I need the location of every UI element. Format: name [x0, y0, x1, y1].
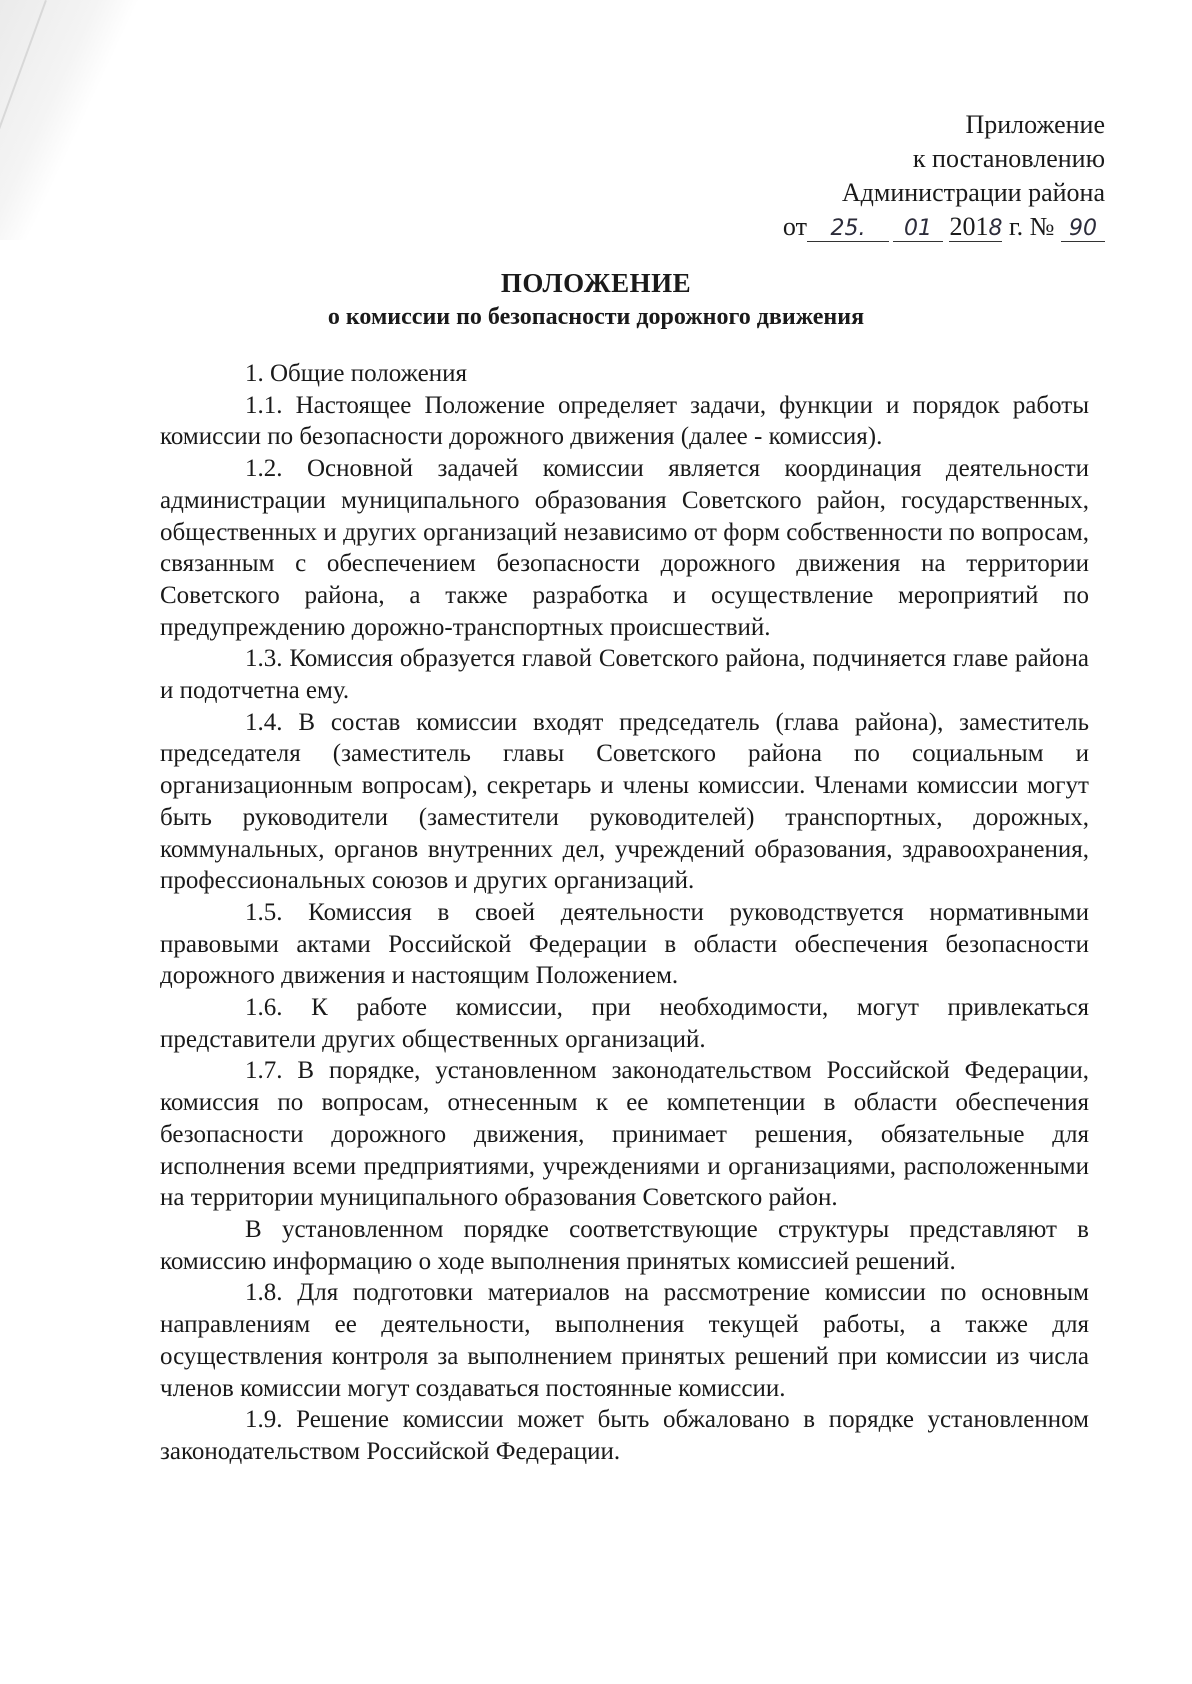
scan-edge-shadow [0, 0, 140, 240]
to-resolution-label: к постановлению [912, 144, 1105, 173]
administration-label: Администрации района [841, 178, 1105, 207]
handwritten-year-digit: 8 [988, 216, 1003, 241]
paragraph-1-3: 1.3. Комиссия образуется главой Советского района, подчиняется главе района и подотчетна ему. [160, 645, 1089, 705]
year-field [949, 212, 1002, 242]
document-body [160, 358, 1089, 1468]
paragraph-1-1: 1.1. Настоящее Положение определяет задачи, функции и порядок работы комиссии по безопасности дорожного движения (далее - комиссия). [160, 391, 1089, 451]
date-prefix: от [782, 212, 807, 241]
handwritten-day: 25. [807, 217, 889, 242]
document-title: ПОЛОЖЕНИЕ [500, 268, 692, 298]
paragraph-1-7: 1.7. В порядке, установленном законодательством Российской Федерации, комиссия по вопросам, отнесенным к ее компетенции в области обеспечения безопасности дорожного движения, принимает решения, обязательные для исполнения всеми предприятиями, учреждениями и организациями, расположенными на территории муниципального образования Советского район. [160, 1057, 1089, 1212]
paragraph-1-9: 1.9. Решение комиссии может быть обжаловано в порядке установленном законодательством Российской Федерации. [160, 1406, 1089, 1465]
handwritten-month: 01 [893, 217, 943, 242]
handwritten-number: 90 [1061, 217, 1105, 242]
year-prefix: 201 [949, 212, 989, 241]
paragraph-1-7-continued: В установленном порядке соответствующие структуры представляют в комиссию информацию о ходе выполнения принятых комиссией решений. [160, 1215, 1089, 1275]
paragraph-1-2: 1.2. Основной задачей комиссии является координация деятельности администрации муниципального образования Советского район, государственных, общественных и других организаций независимо от форм собственности по вопросам, связанным с обеспечением безопасности дорожного движения на территории Советского района, а также разработка и осуществление мероприятий по предупреждению дорожно-транспортных происшествий. [160, 455, 1089, 641]
appendix-label: Приложение [965, 110, 1105, 139]
year-suffix: г. № [1008, 212, 1055, 241]
resolution-date-line [685, 210, 1105, 244]
section-heading: 1. Общие положения [245, 360, 467, 387]
paragraph-1-5: 1.5. Комиссия в своей деятельности руководствуется нормативными правовыми актами Российской Федерации в области обеспечения безопасности дорожного движения и настоящим Положением. [160, 898, 1089, 990]
paragraph-1-6: 1.6. К работе комиссии, при необходимости, могут привлекаться представители других общественных организаций. [160, 994, 1089, 1053]
appendix-header [685, 108, 1105, 244]
paragraph-1-4: 1.4. В состав комиссии входят председатель (глава района), заместитель председателя (заместитель главы Советского района по социальным и организационным вопросам), секретарь и члены комиссии. Членами комиссии могут быть руководители (заместители руководителей) транспортных, дорожных, коммунальных, органов внутренних дел, учреждений образования, здравоохранения, профессиональных союзов и других организаций. [160, 708, 1089, 895]
document-subtitle: о комиссии по безопасности дорожного движения [327, 304, 865, 330]
paragraph-1-8: 1.8. Для подготовки материалов на рассмотрение комиссии по основным направлениям ее деятельности, выполнения текущей работы, а также для осуществления контроля за выполнением принятых решений при комиссии из числа членов комиссии могут создаваться постоянные комиссии. [160, 1279, 1089, 1402]
